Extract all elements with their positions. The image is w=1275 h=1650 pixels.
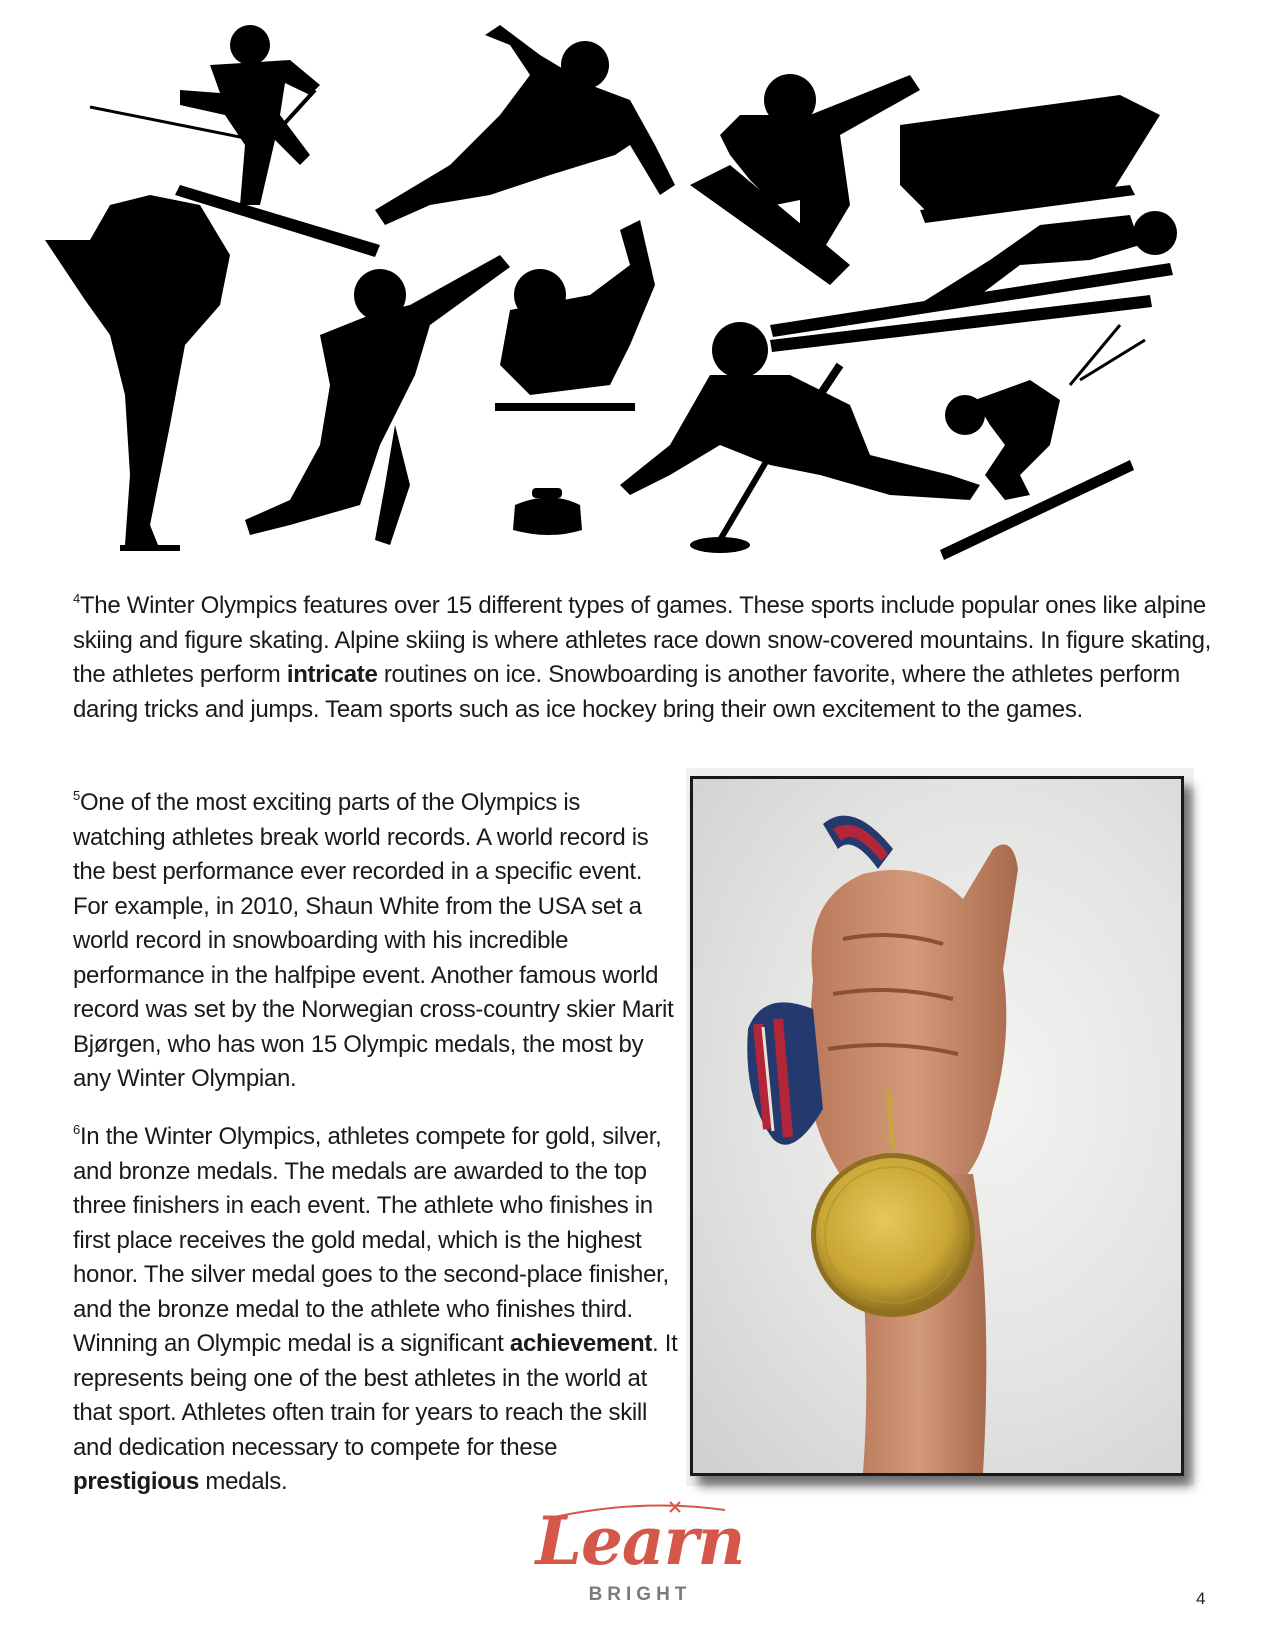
curling-stone-icon	[513, 488, 582, 535]
paragraph-text-continued: . It represents being one of the best athletes in the world at that sport. Athletes often train for years to reach the skill and dedication necessary to compete for these	[73, 1330, 678, 1461]
logo-main-text: Learn	[535, 1502, 745, 1580]
figure-skater-silhouette-icon	[45, 195, 230, 551]
paragraph-5	[73, 786, 678, 1097]
paragraph-text-continued: routines on ice. Snowboarding is another favorite, where the athletes perform daring tricks and jumps. Team sports such as ice hockey bring their own excitement to the games.	[73, 661, 1180, 723]
paragraph-6	[73, 1120, 678, 1500]
learn-bright-logo	[530, 1496, 750, 1616]
paragraph-text: The Winter Olympics features over 15 different types of games. These sports include popular ones like alpine skiing and figure skating. Alpine skiing is where athletes race down snow-covered mountains. In figure skating, the athletes perform	[73, 592, 1212, 688]
paragraph-number: 5	[73, 788, 80, 803]
gold-medal-photo	[690, 776, 1184, 1476]
downhill-skier-silhouette-icon	[940, 325, 1145, 560]
vocab-word-achievement: achievement	[509, 1330, 653, 1357]
logo-sub-text: BRIGHT	[588, 1584, 692, 1605]
speed-skater-2-silhouette-icon	[245, 255, 510, 545]
hand-holding-medal-icon	[693, 779, 1181, 1473]
skeleton-slider-silhouette-icon	[495, 220, 655, 411]
paragraph-text: In the Winter Olympics, athletes compete for gold, silver, and bronze medals. The medals are awarded to the top three finishers in each event. The athlete who finishes in first place receives the gold medal, which is the highest honor. The silver medal goes to the second-place finisher, and the bronze medal to the athlete who finishes third. Winning an Olympic medal is a significant	[73, 1123, 669, 1357]
vocab-word-intricate: intricate	[286, 661, 378, 688]
paragraph-text: One of the most exciting parts of the Olympics is watching athletes break world records. A world record is the best performance ever recorded in a specific event. For example, in 2010, Shaun White from the USA set a world record in snowboarding with his incredible performance in the halfpipe event. Another famous world record was set by the Norwegian cross-country skier Marit Bjørgen, who has won 15 Olympic medals, the most by any Winter Olympian.	[73, 789, 674, 1092]
paragraph-number: 6	[73, 1122, 80, 1137]
speed-skater-silhouette-icon	[375, 25, 675, 225]
winter-sports-silhouettes	[30, 5, 1245, 585]
curler-silhouette-icon	[620, 322, 980, 553]
paragraph-4	[73, 589, 1213, 727]
paragraph-number: 4	[73, 591, 80, 606]
luge-silhouette-icon	[900, 95, 1160, 223]
vocab-word-prestigious: prestigious	[73, 1468, 200, 1495]
snowboarder-silhouette-icon	[690, 74, 920, 285]
paragraph-text-end: medals.	[199, 1468, 288, 1495]
page-number: 4	[1196, 1589, 1206, 1608]
